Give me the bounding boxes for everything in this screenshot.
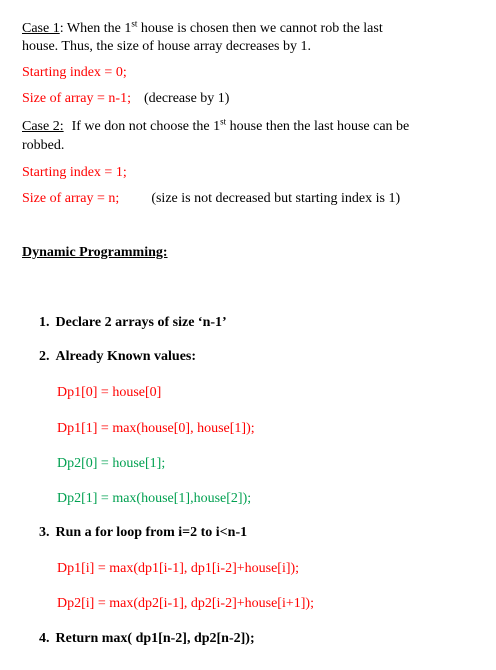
dp-step-2-num: 2. — [39, 349, 50, 364]
case1-text-part1: : When the 1 — [59, 21, 132, 36]
dp-known-value-2: Dp1[1] = max(house[0], house[1]); — [57, 421, 255, 436]
case1-size-line — [22, 90, 229, 108]
dp-step-2-text: Already Known values: — [55, 349, 197, 364]
dp-loop-body-2: Dp2[i] = max(dp2[i-1], dp2[i-2]+house[i+1]); — [57, 596, 314, 611]
dp-step-4-num: 4. — [39, 631, 50, 646]
case1-start-index: Starting index = 0; — [22, 65, 127, 80]
case2-line1 — [22, 118, 409, 136]
dp-step-1-num: 1. — [39, 315, 50, 330]
dp-known-value-4: Dp2[1] = max(house[1],house[2]); — [57, 491, 252, 506]
dp-loop-body-1: Dp1[i] = max(dp1[i-1], dp1[i-2]+house[i]); — [57, 561, 300, 576]
case1-size-note: (decrease by 1) — [143, 91, 230, 106]
dp-known-value-1: Dp1[0] = house[0] — [57, 385, 162, 400]
case2-text-part1: If we don not choose the 1 — [71, 119, 221, 134]
dp-step-4 — [39, 630, 255, 648]
dp-step-4-text: Return max( dp1[n-2], dp2[n-2]); — [55, 631, 255, 646]
dp-step-1 — [39, 314, 227, 332]
case2-size: Size of array = n; — [22, 191, 120, 206]
case2-label: Case 2: — [22, 119, 64, 134]
case2-start-index: Starting index = 1; — [22, 165, 127, 180]
case2-size-note: (size is not decreased but starting index is 1) — [151, 191, 401, 206]
case2-text-part2: house then the last house can be — [226, 119, 410, 134]
case1-text-part2: house is chosen then we cannot rob the last — [137, 21, 383, 36]
case1-label: Case 1 — [22, 21, 60, 36]
case1-size: Size of array = n-1; — [22, 91, 131, 106]
case1-line1 — [22, 20, 383, 38]
case2-size-line — [22, 190, 400, 208]
dp-heading: Dynamic Programming: — [22, 245, 168, 260]
dp-known-value-3: Dp2[0] = house[1]; — [57, 456, 166, 471]
dp-step-3-text: Run a for loop from i=2 to i<n-1 — [55, 525, 248, 540]
dp-step-3-num: 3. — [39, 525, 50, 540]
case2-line2: robbed. — [22, 138, 65, 153]
case1-sup: st — [131, 18, 138, 29]
case1-line2: house. Thus, the size of house array decreases by 1. — [22, 39, 311, 54]
dp-step-1-text: Declare 2 arrays of size ‘n-1’ — [55, 315, 227, 330]
dp-step-3 — [39, 524, 247, 542]
case2-sup: st — [220, 116, 227, 127]
dp-step-2 — [39, 348, 196, 366]
